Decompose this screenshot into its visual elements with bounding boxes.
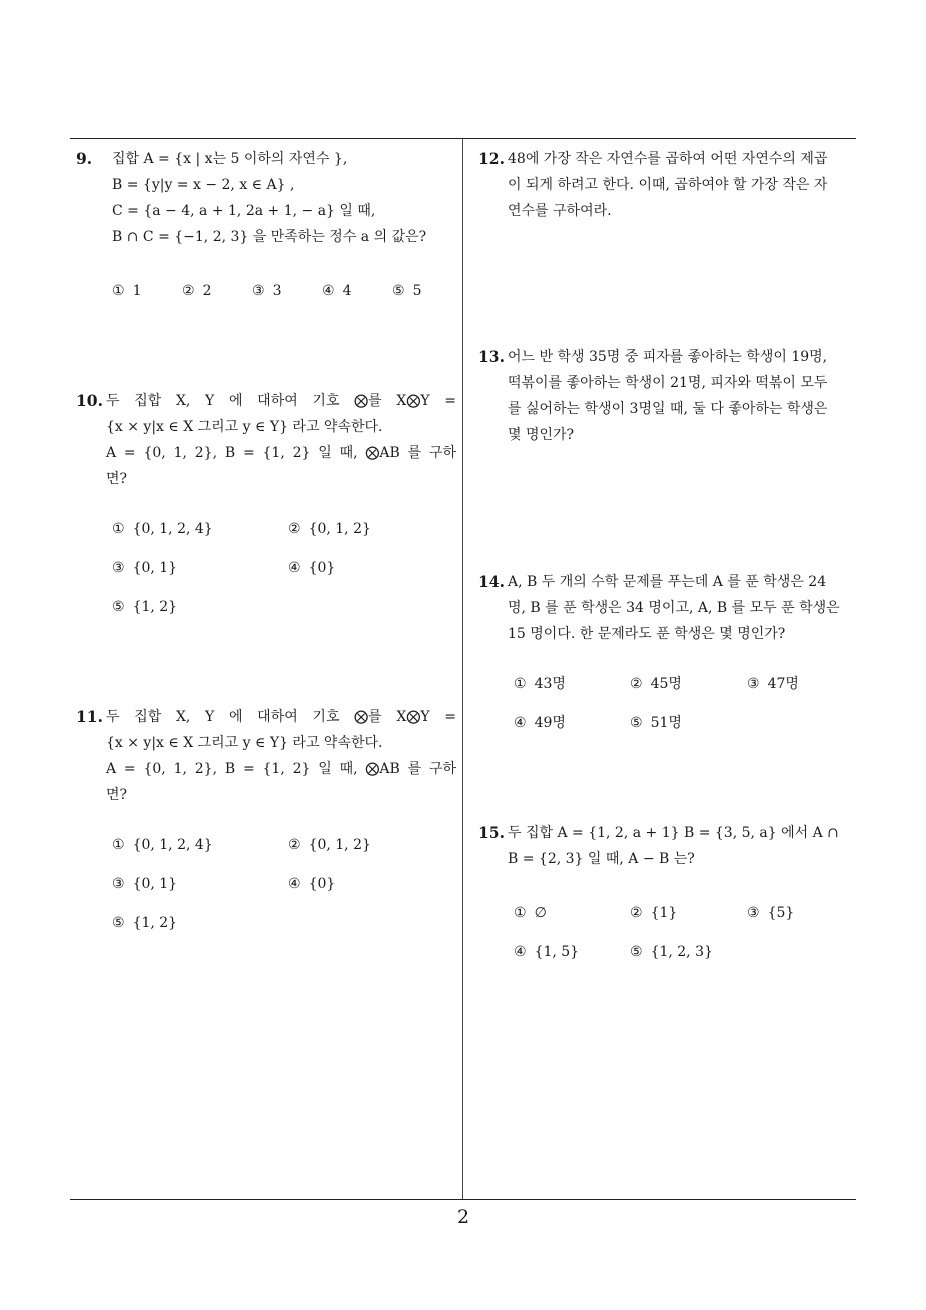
choice-4[interactable]: ④ {1, 5} — [514, 944, 580, 960]
question-13 — [478, 344, 860, 450]
question-number: 13. — [478, 347, 505, 366]
question-line: 이 되게 하려고 한다. 이때, 곱하여야 할 가장 작은 자 — [508, 177, 828, 193]
question-text — [106, 704, 456, 808]
footer-rule — [70, 1199, 856, 1200]
question-11 — [76, 704, 456, 944]
question-15 — [478, 820, 860, 970]
question-number: 11. — [76, 707, 103, 726]
question-line: 두 집합 A = {1, 2, a + 1} B = {3, 5, a} 에서 A ∩ — [508, 825, 839, 841]
question-number: 9. — [76, 149, 93, 168]
question-line: 어느 반 학생 35명 중 피자를 좋아하는 학생이 19명, — [508, 349, 828, 365]
answer-choices — [514, 671, 860, 735]
question-number: 15. — [478, 823, 505, 842]
question-number: 12. — [478, 149, 505, 168]
question-line: B = {y|y = x − 2, x ∈ A} , — [112, 177, 295, 193]
question-line: 면? — [106, 471, 128, 487]
choice-4[interactable]: ④ {0} — [288, 876, 336, 892]
question-line: C = {a − 4, a + 1, 2a + 1, − a} 일 때, — [112, 203, 376, 219]
question-line: 면? — [106, 787, 128, 803]
question-line: B ∩ C = {−1, 2, 3} 을 만족하는 정수 a 의 값은? — [112, 229, 427, 245]
choice-3[interactable]: ③ 47명 — [747, 676, 799, 692]
question-text — [508, 344, 860, 448]
answer-choices — [112, 516, 456, 616]
question-10 — [76, 388, 456, 628]
question-text — [508, 146, 860, 224]
question-12 — [478, 146, 860, 226]
choice-2[interactable]: ② 45명 — [630, 676, 682, 692]
choice-1[interactable]: ① 43명 — [514, 676, 566, 692]
question-line: 두 집합 X, Y 에 대하여 기호 ⨂를 X⨂Y = — [106, 393, 456, 409]
question-line: A = {0, 1, 2}, B = {1, 2} 일 때, ⨂AB 를 구하 — [106, 761, 456, 777]
question-line: 집합 A = {x | x는 5 이하의 자연수 }, — [112, 151, 348, 167]
question-line: {x × y|x ∈ X 그리고 y ∈ Y} 라고 약속한다. — [106, 735, 383, 751]
choice-2[interactable]: ② {0, 1, 2} — [288, 521, 371, 537]
header-rule — [70, 138, 856, 139]
choice-3[interactable]: ③ {0, 1} — [112, 876, 178, 892]
choice-3[interactable]: ③ 3 — [252, 283, 282, 299]
choice-4[interactable]: ④ {0} — [288, 560, 336, 576]
question-line: 떡볶이를 좋아하는 학생이 21명, 피자와 떡볶이 모두 — [508, 375, 828, 391]
page-number: 2 — [456, 1206, 470, 1228]
choice-1[interactable]: ① {0, 1, 2, 4} — [112, 837, 213, 853]
question-number: 14. — [478, 572, 505, 591]
choice-4[interactable]: ④ 4 — [322, 283, 352, 299]
choice-2[interactable]: ② {0, 1, 2} — [288, 837, 371, 853]
choice-5[interactable]: ⑤ 51명 — [630, 715, 682, 731]
question-line: 명, B 를 푼 학생은 34 명이고, A, B 를 모두 푼 학생은 — [508, 600, 840, 616]
choice-3[interactable]: ③ {5} — [747, 905, 795, 921]
question-14 — [478, 569, 860, 739]
column-divider — [462, 139, 463, 1200]
question-text — [508, 820, 860, 872]
question-line: 연수를 구하여라. — [508, 203, 612, 219]
question-text — [106, 388, 456, 492]
question-line: 를 싫어하는 학생이 3명일 때, 둘 다 좋아하는 학생은 — [508, 401, 828, 417]
choice-1[interactable]: ① 1 — [112, 283, 142, 299]
choice-5[interactable]: ⑤ {1, 2, 3} — [630, 944, 713, 960]
question-line: A = {0, 1, 2}, B = {1, 2} 일 때, ⨂AB 를 구하 — [106, 445, 456, 461]
choice-5[interactable]: ⑤ {1, 2} — [112, 915, 178, 931]
question-line: 15 명이다. 한 문제라도 푼 학생은 몇 명인가? — [508, 626, 786, 642]
question-line: A, B 두 개의 수학 문제를 푸는데 A 를 푼 학생은 24 — [508, 574, 827, 590]
question-line: 몇 명인가? — [508, 427, 575, 443]
question-line: B = {2, 3} 일 때, A − B 는? — [508, 851, 695, 867]
answer-choices — [112, 278, 460, 302]
choice-4[interactable]: ④ 49명 — [514, 715, 566, 731]
choice-2[interactable]: ② 2 — [182, 283, 212, 299]
question-line: 두 집합 X, Y 에 대하여 기호 ⨂를 X⨂Y = — [106, 709, 456, 725]
choice-5[interactable]: ⑤ 5 — [392, 283, 422, 299]
question-line: {x × y|x ∈ X 그리고 y ∈ Y} 라고 약속한다. — [106, 419, 383, 435]
question-text — [112, 146, 460, 250]
answer-choices — [514, 900, 860, 964]
choice-1[interactable]: ① ∅ — [514, 905, 547, 921]
choice-2[interactable]: ② {1} — [630, 905, 678, 921]
choice-3[interactable]: ③ {0, 1} — [112, 560, 178, 576]
question-number: 10. — [76, 391, 103, 410]
question-9 — [76, 146, 460, 306]
question-text — [508, 569, 860, 647]
question-line: 48에 가장 작은 자연수를 곱하여 어떤 자연수의 제곱 — [508, 151, 828, 167]
answer-choices — [112, 832, 456, 932]
choice-1[interactable]: ① {0, 1, 2, 4} — [112, 521, 213, 537]
choice-5[interactable]: ⑤ {1, 2} — [112, 599, 178, 615]
